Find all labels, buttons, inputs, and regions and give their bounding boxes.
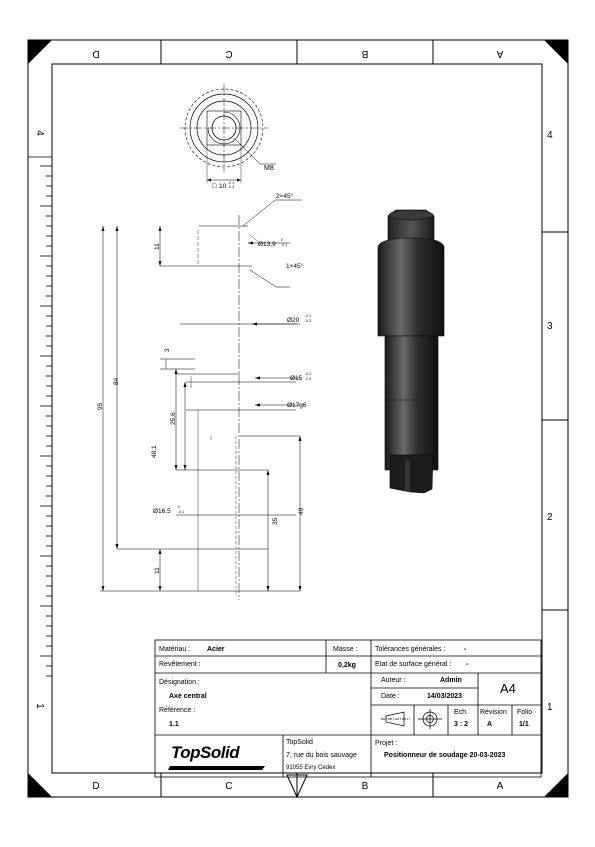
diameter-tol: -0.2 bbox=[305, 372, 312, 376]
masse-value: 0,2kg bbox=[338, 662, 356, 669]
col-letter: A bbox=[496, 781, 504, 792]
tolerances-value: - bbox=[464, 646, 467, 653]
side-view bbox=[100, 200, 302, 600]
diameter-tol: 0 bbox=[178, 505, 180, 509]
materiau-value: Acier bbox=[207, 646, 225, 653]
col-letter: B bbox=[361, 781, 369, 792]
top-view bbox=[180, 84, 276, 190]
ech-value: 3 : 2 bbox=[454, 721, 469, 728]
corner-mark bbox=[28, 40, 52, 64]
materiau-label: Matériau : bbox=[159, 646, 191, 653]
square-symbol: □ bbox=[212, 183, 217, 190]
length-label: 11 bbox=[154, 243, 161, 250]
diameter-label: Ø16,5 bbox=[153, 508, 171, 515]
projet-label: Projet : bbox=[375, 740, 398, 747]
dimension-arrows bbox=[102, 226, 302, 591]
format-value: A4 bbox=[500, 681, 516, 696]
masse-label: Masse : bbox=[333, 646, 358, 653]
length-label: 95 bbox=[97, 402, 104, 410]
designation-label: Désignation : bbox=[159, 679, 200, 686]
diameter-tol: -0.3 bbox=[305, 377, 312, 381]
auteur-label: Auteur : bbox=[381, 677, 406, 684]
col-letter: C bbox=[225, 48, 233, 59]
company-address-1: 7, rue du bois sauvage bbox=[286, 752, 357, 759]
etat-label: Etat de surface général : bbox=[375, 661, 452, 668]
row-number: 4 bbox=[34, 130, 45, 136]
diameter-label: Ø15 bbox=[290, 375, 303, 382]
revision-label: Révision bbox=[480, 709, 507, 716]
length-label: 84 bbox=[113, 377, 120, 385]
reference-value: 1.1 bbox=[169, 721, 179, 728]
company-name: TopSolid bbox=[286, 739, 313, 746]
revision-value: A bbox=[487, 721, 493, 728]
company-address-2: 91055 Evry Cedex bbox=[286, 765, 336, 771]
diameter-tol: 0 bbox=[281, 238, 283, 242]
row-number: 1 bbox=[34, 703, 45, 709]
corner-mark bbox=[28, 773, 52, 797]
length-label: 25,6 bbox=[170, 412, 177, 425]
diameter-tol: -0.3 bbox=[305, 319, 312, 323]
title-block bbox=[155, 640, 541, 777]
col-letter: A bbox=[496, 48, 504, 59]
length-label: 3 bbox=[164, 348, 171, 352]
row-number: 4 bbox=[547, 130, 553, 141]
diameter-tol: -0.1 bbox=[178, 510, 185, 514]
length-label: 11 bbox=[154, 567, 161, 574]
diameter-tol: -0.1 bbox=[281, 243, 288, 247]
row-number: 1 bbox=[547, 702, 553, 713]
shaft-3d-render bbox=[378, 210, 444, 493]
auteur-value: Admin bbox=[440, 677, 462, 684]
square-tol-lower: -0.3 bbox=[228, 185, 235, 189]
diameter-tol: -0.1 bbox=[305, 314, 312, 318]
col-letter: B bbox=[361, 48, 369, 59]
chamfer-top-label: 2×45° bbox=[276, 193, 294, 200]
projet-value: Positionneur de soudage 20-03-2023 bbox=[384, 752, 506, 759]
date-label: Date : bbox=[381, 693, 400, 700]
length-label: 48,1 bbox=[151, 445, 158, 458]
length-label: 40 bbox=[298, 507, 305, 515]
etat-value: - bbox=[466, 661, 469, 668]
thread-label: M8 bbox=[264, 165, 274, 172]
chamfer-mid-label: 1×45° bbox=[286, 263, 304, 270]
col-letter: D bbox=[92, 48, 100, 59]
reference-label: Référence : bbox=[159, 707, 196, 714]
corner-mark bbox=[544, 773, 568, 797]
diameter-label: Ø13,9 bbox=[258, 241, 276, 248]
dimension-labels bbox=[97, 192, 311, 574]
col-letter: C bbox=[225, 781, 233, 792]
row-number: 2 bbox=[547, 512, 553, 523]
tolerances-label: Tolérances générales : bbox=[375, 646, 446, 653]
designation-value: Axe central bbox=[169, 693, 207, 700]
col-letter: D bbox=[92, 781, 100, 792]
folio-label: Folio bbox=[517, 709, 533, 716]
revetement-label: Revêtement : bbox=[159, 661, 201, 668]
square-tol-upper: -0.1 bbox=[228, 181, 235, 185]
diameter-label: Ø17g6 bbox=[287, 402, 307, 409]
date-value: 14/03/2023 bbox=[427, 693, 463, 700]
row-number: 3 bbox=[547, 321, 553, 332]
topsolid-logo: TopSolid bbox=[171, 743, 240, 762]
folio-value: 1/1 bbox=[519, 721, 529, 728]
corner-mark bbox=[544, 40, 568, 64]
square-dimension: 10 bbox=[219, 183, 227, 190]
length-label: 35 bbox=[272, 517, 279, 525]
ech-label: Ech. bbox=[454, 709, 469, 716]
diameter-label: Ø20 bbox=[287, 317, 300, 324]
